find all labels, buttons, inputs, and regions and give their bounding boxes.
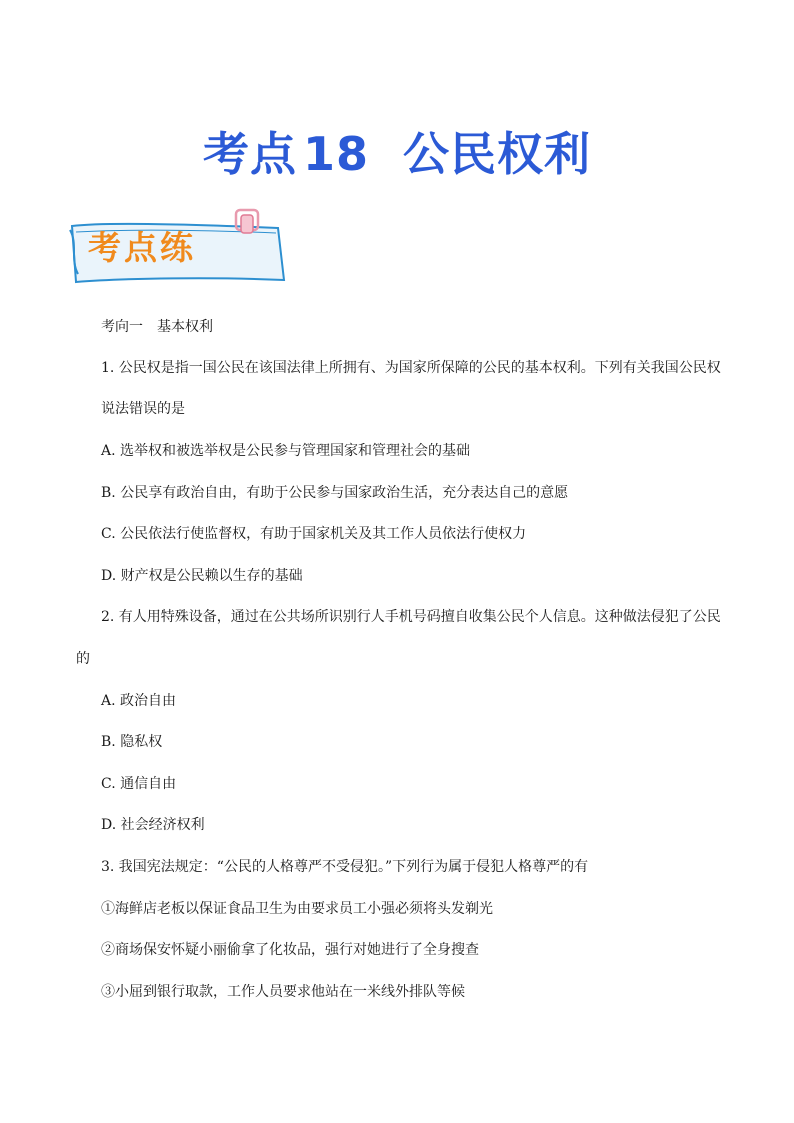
section-badge xyxy=(66,204,292,286)
q2-stem-line2: 的 xyxy=(76,651,90,667)
q3-item-1: ①海鲜店老板以保证食品卫生为由要求员工小强必须将头发剃光 xyxy=(101,901,493,917)
q1-option-c: C. 公民依法行使监督权，有助于国家机关及其工作人员依法行使权力 xyxy=(101,526,527,542)
title-topic: 公民权利 xyxy=(403,127,591,181)
q3-stem-line1: 3. 我国宪法规定：“公民的人格尊严不受侵犯。”下列行为属于侵犯人格尊严的有 xyxy=(101,859,589,875)
q1-stem-line2: 说法错误的是 xyxy=(101,401,185,417)
q1-option-d: D. 财产权是公民赖以生存的基础 xyxy=(101,568,303,584)
section-heading: 考向一 基本权利 xyxy=(101,319,213,335)
badge-label: 考点练 xyxy=(88,228,196,267)
q2-option-c: C. 通信自由 xyxy=(101,776,177,792)
q2-option-d: D. 社会经济权利 xyxy=(101,817,205,833)
page-title xyxy=(0,118,794,184)
q3-item-2: ②商场保安怀疑小丽偷拿了化妆品，强行对她进行了全身搜查 xyxy=(101,942,479,958)
q2-option-a: A. 政治自由 xyxy=(101,693,177,709)
q2-stem-line1: 2. 有人用特殊设备，通过在公共场所识别行人手机号码擅自收集公民个人信息。这种做法侵犯了公民 xyxy=(101,609,721,625)
q1-stem-line1: 1. 公民权是指一国公民在该国法律上所拥有、为国家所保障的公民的基本权利。下列有关我国公民权 xyxy=(101,360,721,376)
q1-option-a: A. 选举权和被选举权是公民参与管理国家和管理社会的基础 xyxy=(101,443,471,459)
title-prefix: 考点 xyxy=(202,127,297,181)
q3-item-3: ③小屈到银行取款，工作人员要求他站在一米线外排队等候 xyxy=(101,984,465,1000)
q2-option-b: B. 隐私权 xyxy=(101,734,163,750)
q1-option-b: B. 公民享有政治自由，有助于公民参与国家政治生活，充分表达自己的意愿 xyxy=(101,485,569,501)
title-number: 18 xyxy=(302,127,369,181)
